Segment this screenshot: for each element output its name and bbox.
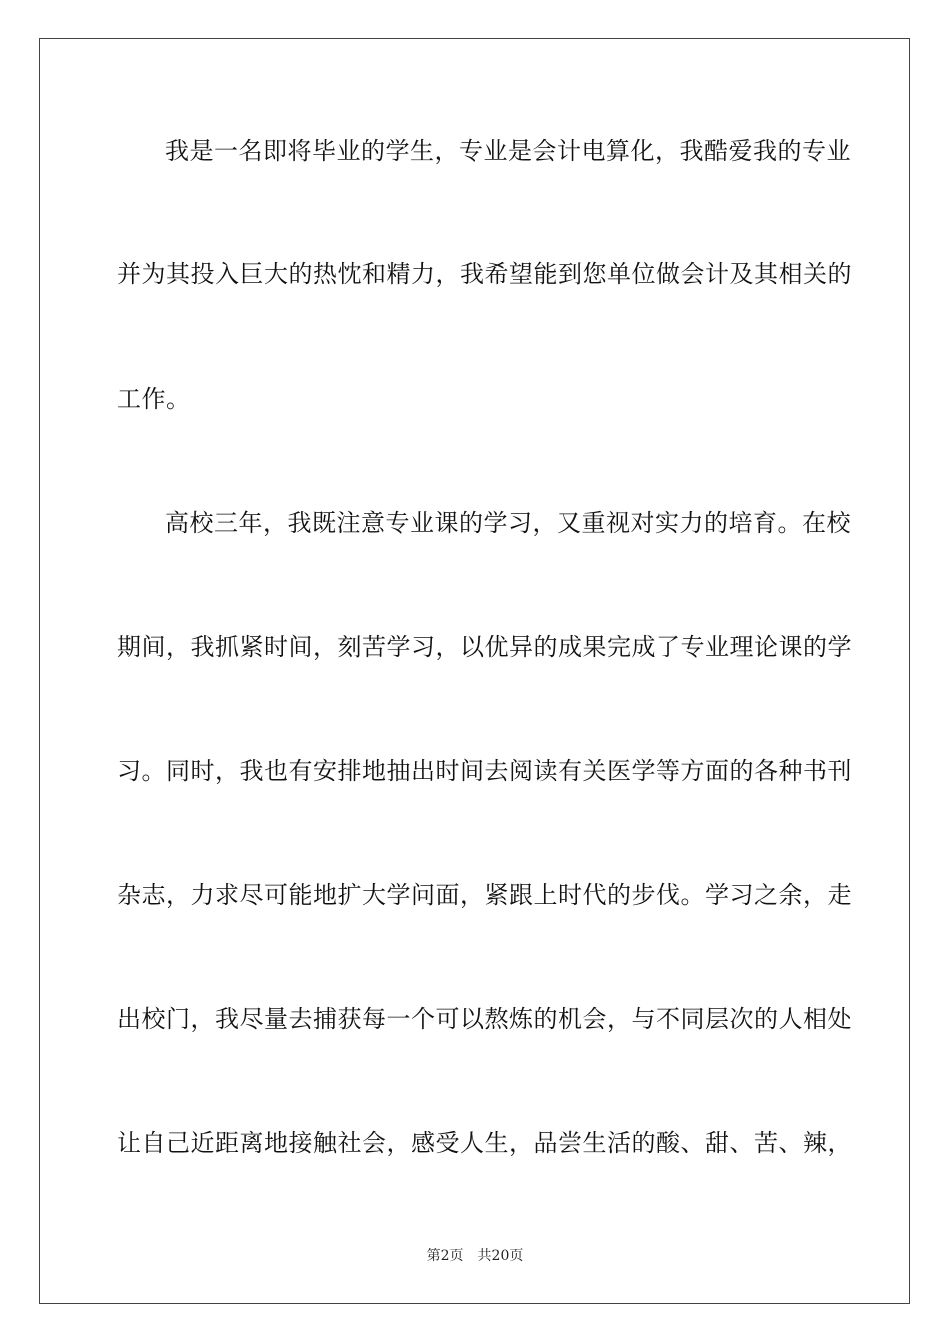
paragraph-2-line-6: 让自己近距离地接触社会，感受人生，品尝生活的酸、甜、苦、辣， bbox=[117, 1129, 852, 1157]
paragraph-2-line-1: 高校三年，我既注意专业课的学习，又重视对实力的培育。在校 bbox=[165, 509, 851, 537]
paragraph-2-line-3: 习。同时，我也有安排地抽出时间去阅读有关医学等方面的各种书刊 bbox=[117, 757, 852, 785]
paragraph-1-line-1: 我是一名即将毕业的学生，专业是会计电算化，我酷爱我的专业 bbox=[165, 137, 851, 165]
page-frame bbox=[39, 38, 910, 1304]
paragraph-1-line-2: 并为其投入巨大的热忱和精力，我希望能到您单位做会计及其相关的 bbox=[117, 260, 852, 288]
paragraph-1-line-3: 工作。 bbox=[117, 385, 191, 413]
page-number: 第2页 bbox=[426, 1248, 464, 1264]
page-total: 共20页 bbox=[477, 1248, 524, 1264]
paragraph-2-line-2: 期间，我抓紧时间，刻苦学习，以优异的成果完成了专业理论课的学 bbox=[117, 633, 852, 661]
page-footer bbox=[0, 1246, 950, 1266]
paragraph-2-line-5: 出校门，我尽量去捕获每一个可以熬炼的机会，与不同层次的人相处 bbox=[117, 1005, 852, 1033]
paragraph-2-line-4: 杂志，力求尽可能地扩大学问面，紧跟上时代的步伐。学习之余，走 bbox=[117, 881, 852, 909]
